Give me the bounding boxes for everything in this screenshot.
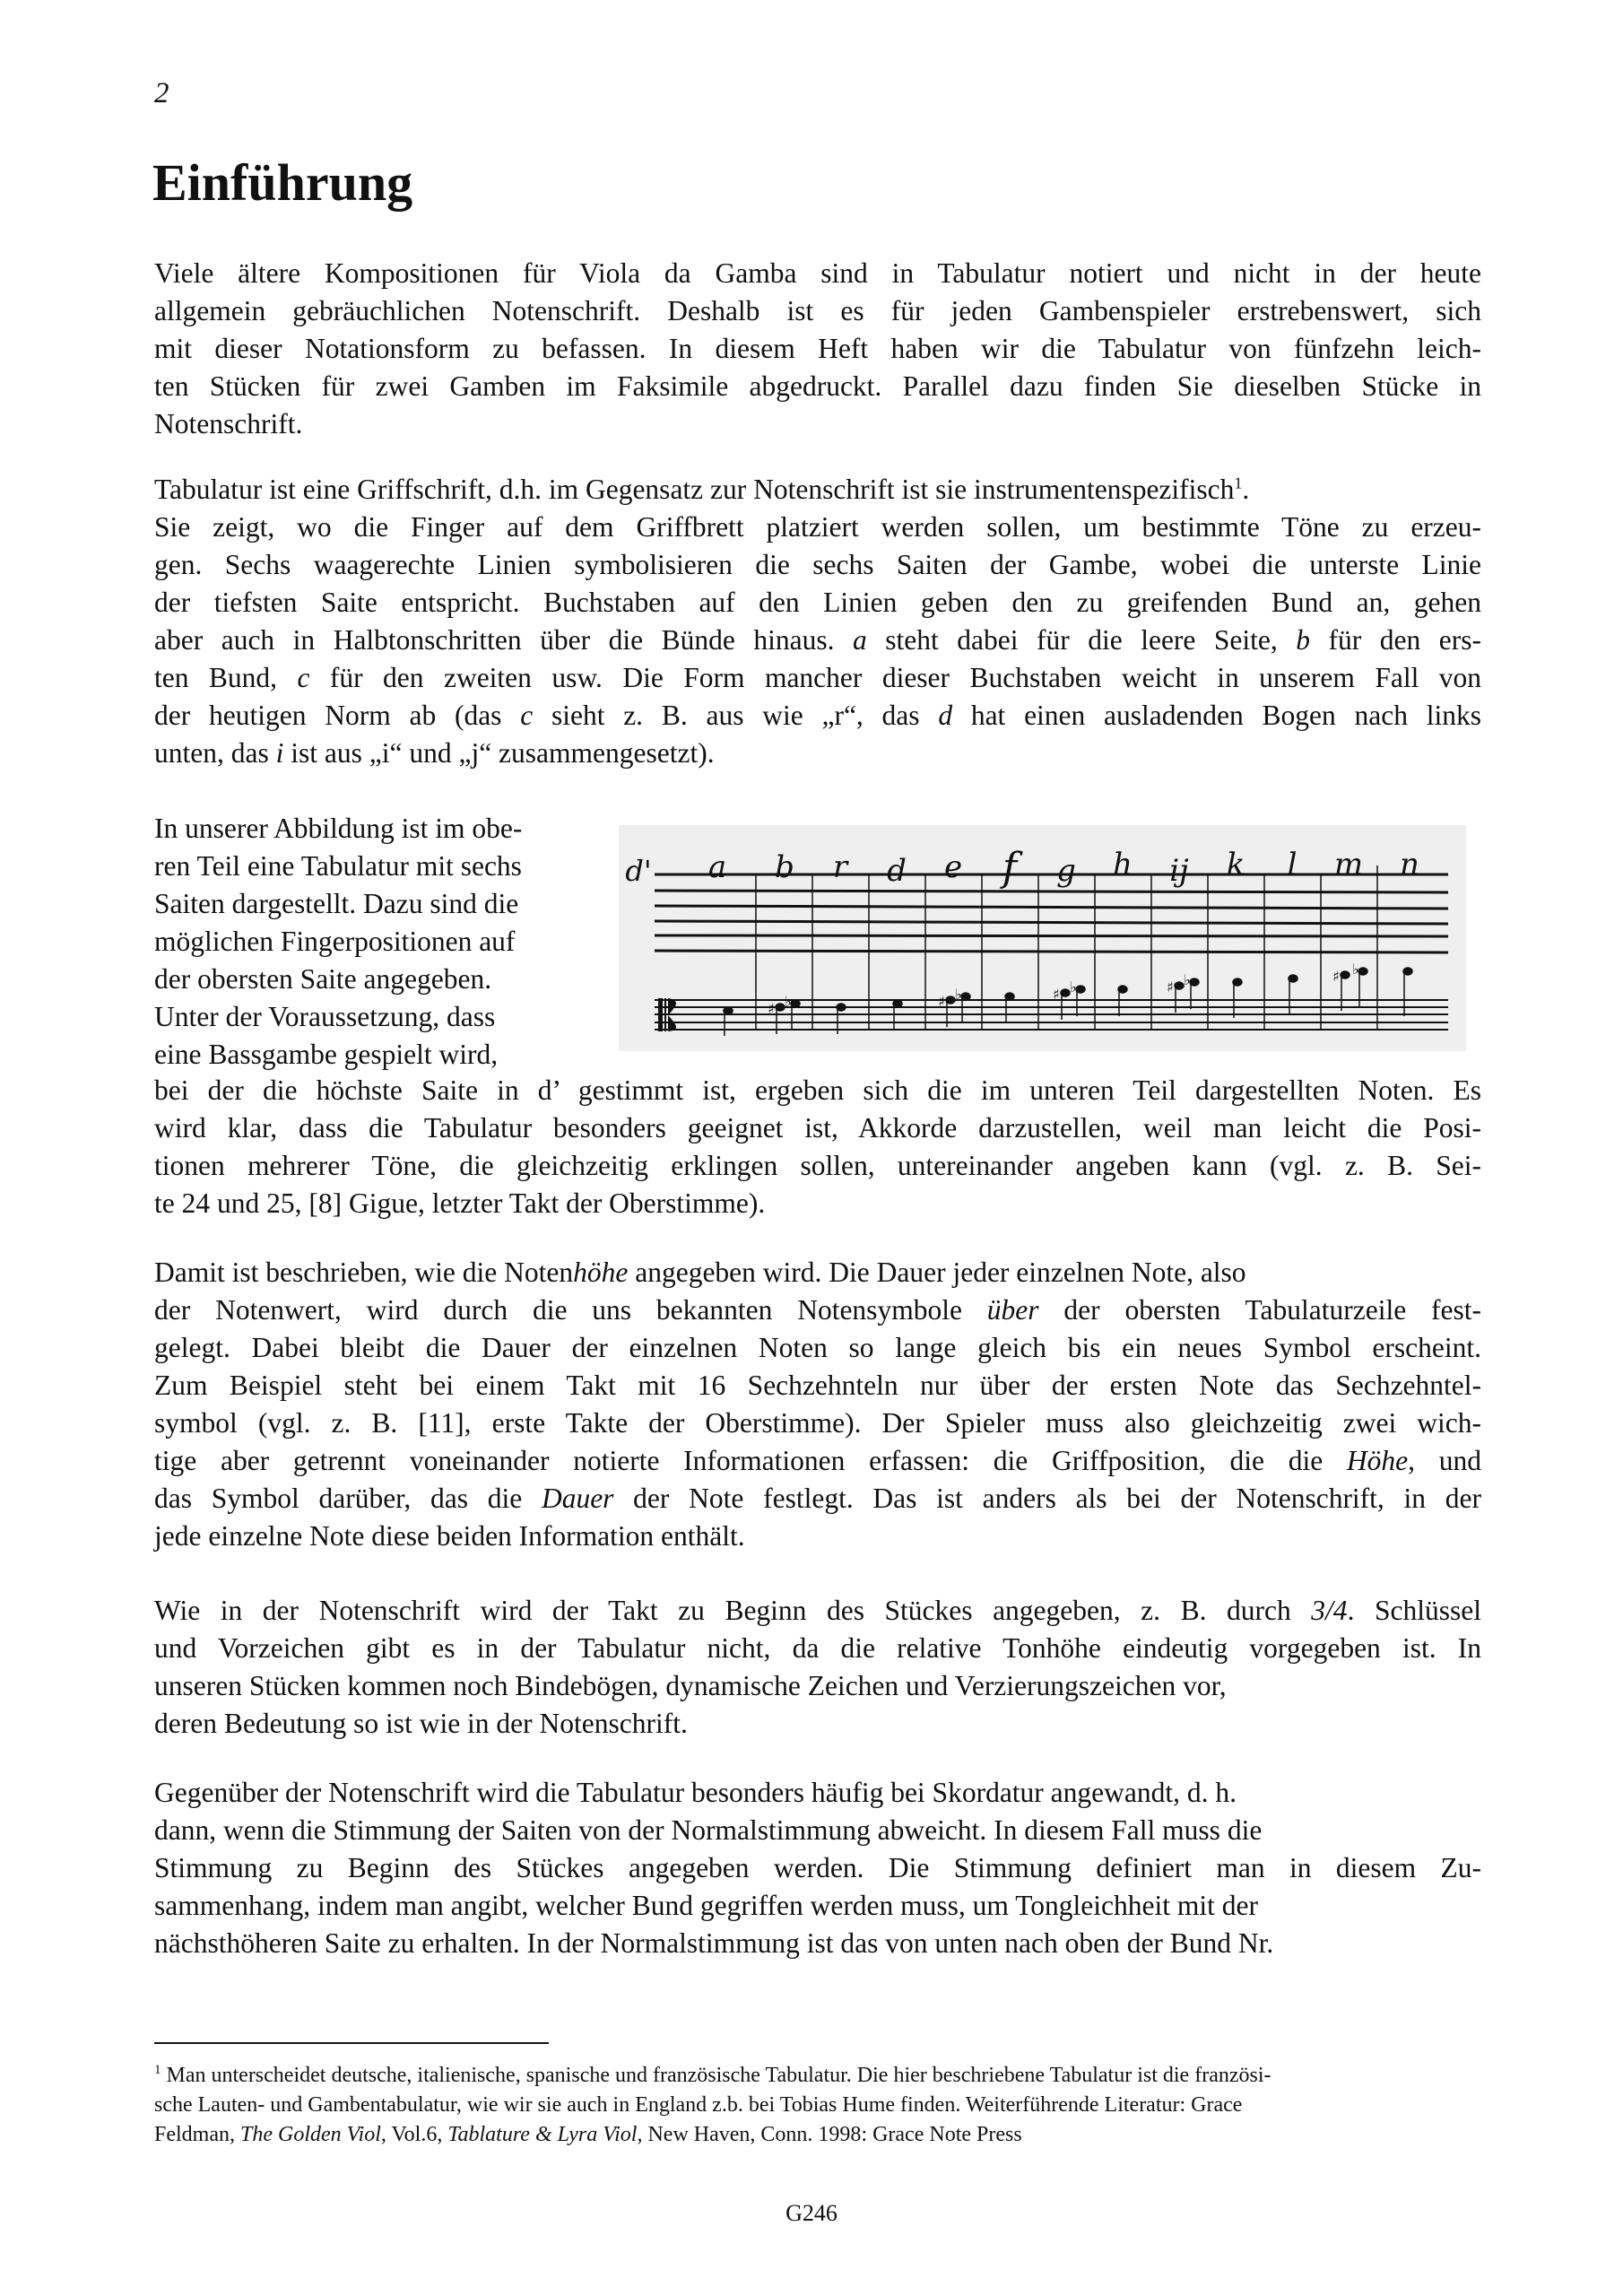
text-span: steht dabei für die leere Seite, — [866, 624, 1297, 656]
svg-text:♯: ♯ — [1167, 978, 1174, 996]
text-span: für den ers- — [1310, 624, 1481, 656]
text-line: nächsthöheren Saite zu erhalten. In der Normalstimmung ist das von unten nach oben der Bund Nr. — [154, 1927, 1274, 1959]
text-line: eine Bassgambe gespielt wird, — [154, 1039, 499, 1070]
paragraph-intro — [154, 255, 1481, 443]
text-line — [154, 1592, 1481, 1630]
text-span: New Haven, Conn. 1998: Grace Note Press — [642, 2123, 1022, 2146]
text-span: angegeben wird. Die Dauer jeder einzelnen Note, also — [628, 1257, 1246, 1288]
text-line — [154, 471, 1481, 509]
svg-text:♭: ♭ — [1184, 971, 1191, 988]
svg-text:♭: ♭ — [1070, 978, 1077, 996]
text-line: In unserer Abbildung ist im obe- — [154, 813, 523, 844]
fret-letter: d — [887, 853, 907, 889]
italic-span: 3/4 — [1311, 1595, 1348, 1626]
paragraph-figure-wrap — [154, 810, 585, 1074]
footnote-ref[interactable]: 1 — [1234, 474, 1243, 492]
text-line — [154, 2120, 1481, 2150]
text-line — [154, 659, 1481, 697]
text-span: Wie in der Notenschrift wird der Takt zu Beginn des Stückes angegeben, z. B. durch — [154, 1595, 1312, 1626]
italic-span: Dauer — [541, 1483, 614, 1514]
text-span: der Notenwert, wird durch die uns bekannten Notensymbole — [154, 1294, 987, 1326]
text-line: mit dieser Notationsform zu befassen. In diesem Heft haben wir die Tabulatur von fünfzehn leich- — [154, 333, 1481, 364]
text-line: tionen mehrerer Töne, die gleichzeitig erklingen sollen, untereinander angeben kann (vgl. z. B. Sei- — [154, 1150, 1481, 1181]
text-span: der obersten Tabulaturzeile fest- — [1038, 1294, 1482, 1326]
italic-span: c — [297, 662, 310, 693]
text-line — [154, 1442, 1481, 1480]
text-span: das Symbol darüber, das die — [154, 1483, 542, 1514]
text-span: . — [1242, 474, 1250, 505]
text-span: . Schlüssel — [1347, 1595, 1481, 1626]
text-line: und Vorzeichen gibt es in der Tabulatur nicht, da die relative Tonhöhe eindeutig vorgegeben ist. In — [154, 1632, 1481, 1664]
text-span: für den zweiten usw. Die Form mancher dieser Buchstaben weicht in unserem Fall von — [309, 662, 1481, 693]
tablature-diagram — [619, 825, 1466, 1051]
italic-span: höhe — [573, 1257, 629, 1288]
text-line: te 24 und 25, [8] Gigue, letzter Takt der Oberstimme). — [154, 1187, 766, 1219]
text-span: aber auch in Halbtonschritten über die Bünde hinaus. — [154, 624, 853, 656]
text-line: Notenschrift. — [154, 408, 303, 439]
text-span: ist aus „i“ und „j“ zusammengesetzt). — [283, 737, 715, 769]
text-span: , Vol.6, — [380, 2123, 448, 2146]
text-line: Viele ältere Kompositionen für Viola da Gamba sind in Tabulatur notiert und nicht in der heute — [154, 257, 1481, 289]
italic-span: Höhe — [1346, 1445, 1409, 1476]
text-line — [154, 1480, 1481, 1518]
text-line — [154, 697, 1481, 735]
svg-text:♭: ♭ — [955, 986, 962, 1003]
text-line — [154, 1292, 1481, 1329]
svg-text:♯: ♯ — [938, 993, 945, 1010]
text-line: Unter der Voraussetzung, dass — [154, 1001, 496, 1032]
fret-letter: g — [1056, 853, 1076, 889]
text-line: Zum Beispiel steht bei einem Takt mit 16 Sechzehnteln nur über der ersten Note das Sechzehntel- — [154, 1370, 1481, 1401]
italic-span: b — [1296, 624, 1311, 656]
text-line: Saiten dargestellt. Dazu sind die — [154, 888, 519, 919]
text-line — [154, 2061, 1481, 2091]
text-line — [154, 735, 1481, 772]
svg-text:♯: ♯ — [768, 1000, 775, 1017]
fret-letter: l — [1287, 847, 1298, 883]
paragraph-tabulatur — [154, 471, 1481, 772]
svg-text:♭: ♭ — [1352, 961, 1359, 978]
text-line: gen. Sechs waagerechte Linien symbolisieren die sechs Saiten der Gambe, wobei die unterste Linie — [154, 549, 1481, 580]
text-span: unten, das — [154, 737, 276, 769]
footnote — [154, 2061, 1481, 2150]
text-line: ren Teil eine Tabulatur mit sechs — [154, 850, 522, 882]
text-line: der obersten Saite angegeben. — [154, 963, 492, 995]
text-line: symbol (vgl. z. B. [11], erste Takte der Oberstimme). Der Spieler muss also gleichzeitig zwei wich- — [154, 1407, 1481, 1439]
text-span: Damit ist beschrieben, wie die Noten — [154, 1257, 574, 1288]
italic-span: a — [853, 624, 867, 656]
text-line: deren Bedeutung so ist wie in der Notenschrift. — [154, 1708, 688, 1739]
page-number: 2 — [154, 77, 169, 109]
fret-letter: k — [1226, 847, 1245, 883]
svg-text:♯: ♯ — [1053, 986, 1060, 1003]
tablature-figure — [619, 825, 1466, 1051]
text-line: dann, wenn die Stimmung der Saiten von der Normalstimmung abweicht. In diesem Fall muss die — [154, 1814, 1263, 1846]
fret-letter: m — [1333, 847, 1364, 883]
svg-text:♯: ♯ — [1332, 968, 1340, 985]
text-line: sammenhang, indem man angibt, welcher Bund gegriffen werden muss, um Tongleichheit mit der — [154, 1890, 1258, 1921]
text-line: der tiefsten Saite entspricht. Buchstaben auf den Linien geben den zu greifenden Bund an, gehen — [154, 587, 1481, 618]
text-line — [154, 622, 1481, 659]
text-span: sieht z. B. aus wie „r“, das — [533, 700, 939, 731]
text-span: Feldman, — [154, 2123, 240, 2146]
string-label: d' — [625, 854, 652, 888]
text-line: Sie zeigt, wo die Finger auf dem Griffbrett platziert werden sollen, um bestimmte Töne zu erzeu- — [154, 511, 1481, 543]
text-line: bei der die höchste Saite in d’ gestimmt ist, ergeben sich die im unteren Teil dargestellten Noten. Es — [154, 1074, 1481, 1106]
fret-letter: r — [832, 849, 848, 885]
fret-letter: e — [943, 849, 963, 885]
svg-text:♭: ♭ — [785, 993, 792, 1010]
footer-code: G246 — [785, 2200, 838, 2226]
text-span: der heutigen Norm ab (das — [154, 700, 521, 731]
text-span: der Note festlegt. Das ist anders als bei der Notenschrift, in der — [613, 1483, 1481, 1514]
paragraph-skordatur — [154, 1774, 1481, 1962]
fret-letter: a — [707, 849, 727, 885]
text-line: allgemein gebräuchlichen Notenschrift. Deshalb ist es für jeden Gambenspieler erstrebenswert, sich — [154, 295, 1481, 326]
text-line: unseren Stücken kommen noch Bindebögen, dynamische Zeichen und Verzierungszeichen vor, — [154, 1670, 1227, 1701]
fret-letter: ij — [1169, 853, 1189, 889]
text-span: , und — [1408, 1445, 1482, 1476]
page-title: Einführung — [152, 153, 413, 212]
text-line: wird klar, dass die Tabulatur besonders geeignet ist, Akkorde darzustellen, weil man leicht die Posi- — [154, 1112, 1481, 1144]
text-span: hat einen ausladenden Bogen nach links — [952, 700, 1481, 731]
italic-span: The Golden Viol — [240, 2123, 381, 2146]
text-line — [154, 1254, 1481, 1292]
text-span: Man unterscheidet deutsche, italienische, spanische und französische Tabulatur. Die hier beschriebene Tabulatur ist die französi- — [166, 2064, 1271, 2087]
paragraph-figure-continued — [154, 1072, 1481, 1222]
paragraph-takt — [154, 1592, 1481, 1743]
italic-span: c — [520, 700, 534, 731]
fret-letter: h — [1113, 847, 1133, 883]
notes-group — [724, 968, 1412, 1036]
text-line: ten Stücken für zwei Gamben im Faksimile abgedruckt. Parallel dazu finden Sie dieselben Stücke in — [154, 370, 1481, 402]
fret-letter: f — [1002, 845, 1018, 891]
text-line: Stimmung zu Beginn des Stückes angegeben werden. Die Stimmung definiert man in diesem Zu- — [154, 1852, 1481, 1883]
footnote-marker: 1 — [154, 2063, 161, 2077]
text-line: möglichen Fingerpositionen auf — [154, 926, 516, 957]
text-line: gelegt. Dabei bleibt die Dauer der einzelnen Noten so lange gleich bis ein neues Symbol erscheint. — [154, 1332, 1481, 1363]
paragraph-notenwert — [154, 1254, 1481, 1555]
text-span: Tabulatur ist eine Griffschrift, d.h. im Gegensatz zur Notenschrift ist sie instrumentenspezifisch — [154, 474, 1235, 505]
text-span: ten Bund, — [154, 662, 298, 693]
text-line: sche Lauten- und Gambentabulatur, wie wir sie auch in England z.b. bei Tobias Hume finden. Weiterführende Literatur: Grace — [154, 2093, 1243, 2117]
italic-span: über — [986, 1294, 1039, 1326]
fret-letter: n — [1400, 847, 1419, 883]
italic-span: Tablature & Lyra Viol, — [447, 2123, 643, 2146]
text-line: Gegenüber der Notenschrift wird die Tabulatur besonders häufig bei Skordatur angewandt, d. h. — [154, 1777, 1237, 1808]
italic-span: i — [275, 737, 284, 769]
fret-letter: b — [775, 849, 794, 885]
italic-span: d — [938, 700, 953, 731]
text-line: jede einzelne Note diese beiden Information enthält. — [154, 1520, 745, 1552]
footnote-divider — [154, 2042, 549, 2044]
accidentals — [768, 961, 1359, 1017]
text-span: tige aber getrennt voneinander notierte Informationen erfassen: die Griffposition, die die — [154, 1445, 1347, 1476]
